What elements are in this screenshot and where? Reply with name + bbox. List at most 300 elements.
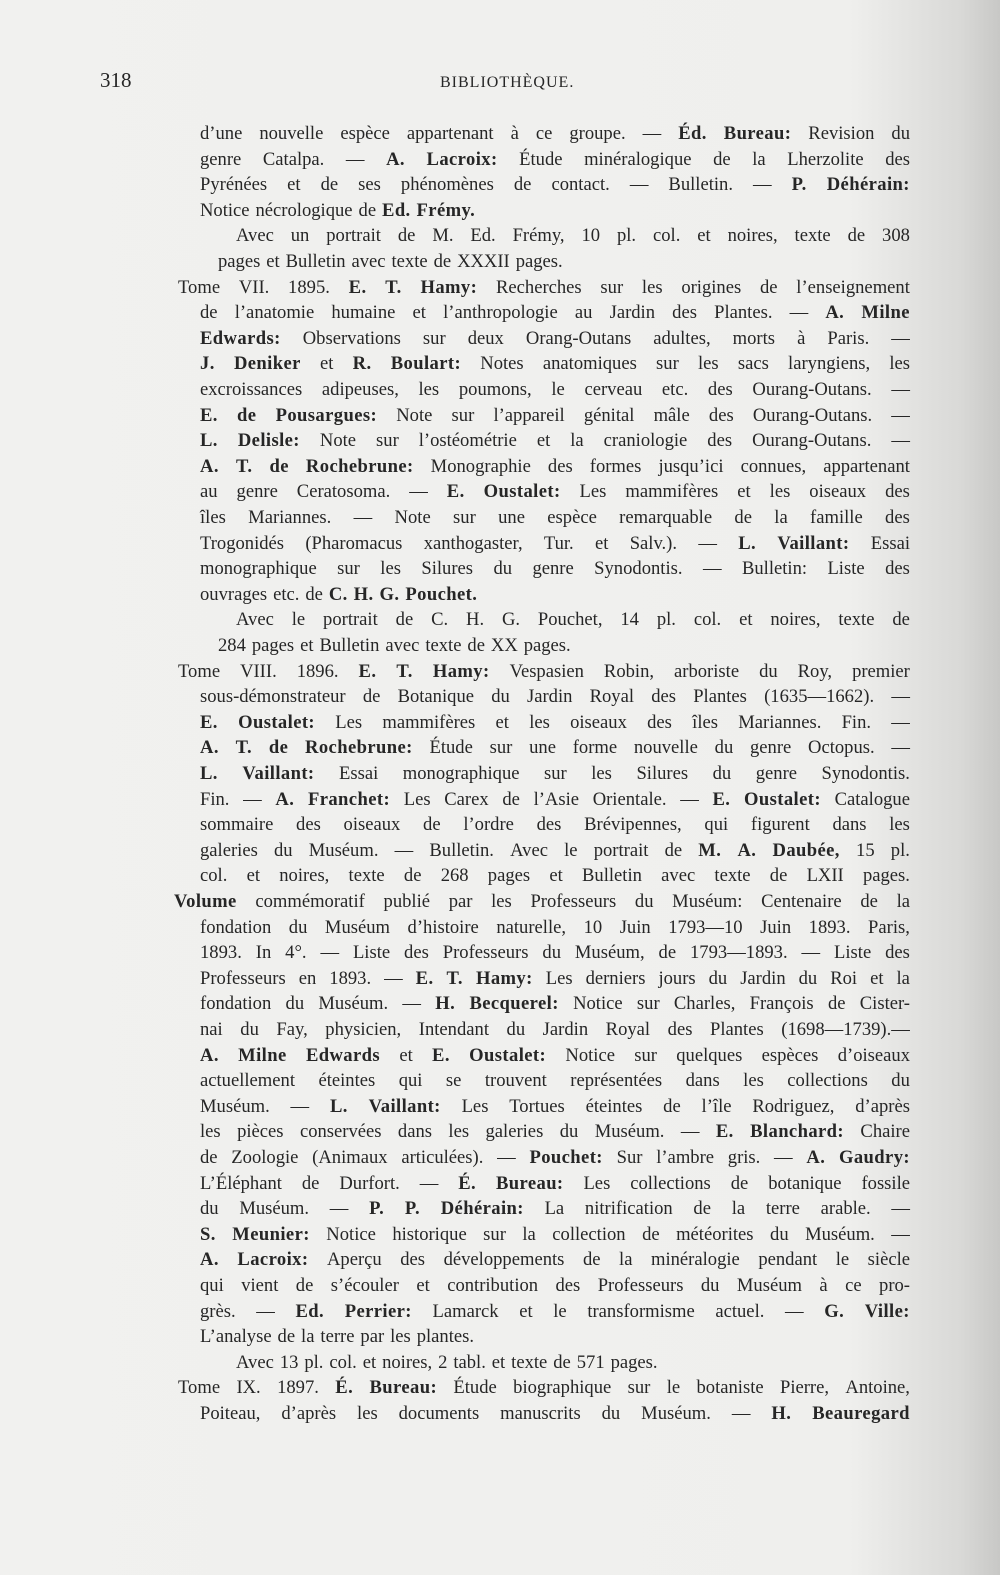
word: sous-démonstrateur <box>200 686 346 708</box>
word: des <box>404 942 429 964</box>
word: Brévipennes, <box>584 814 682 836</box>
author-name: G. <box>379 583 400 605</box>
word: Note <box>396 404 433 426</box>
word: à <box>510 123 519 144</box>
word: le <box>666 1377 681 1399</box>
word: — <box>702 558 722 580</box>
text-line <box>200 839 910 865</box>
author-name: Delisle: <box>237 430 300 452</box>
author-name: Oustalet: <box>743 788 821 810</box>
word: collections <box>630 1172 711 1194</box>
word: — <box>402 993 421 1015</box>
word: Muséum. <box>641 1403 711 1424</box>
word: Rodriguez, <box>752 1095 835 1117</box>
word: portrait <box>326 225 381 247</box>
word: VII. <box>238 276 270 298</box>
word: col. <box>200 865 228 887</box>
word: Note <box>319 430 357 452</box>
word: de <box>502 788 520 810</box>
word: noires, <box>727 225 778 247</box>
word: H. <box>466 609 485 631</box>
word: publié <box>383 891 430 912</box>
word: par <box>360 1326 385 1348</box>
word: 284 <box>218 635 246 656</box>
text-line <box>200 711 910 737</box>
word: phénomènes <box>400 174 494 196</box>
word: — <box>353 507 373 528</box>
word: et <box>594 532 609 554</box>
word: (1698—1739).— <box>781 1019 910 1040</box>
author-name: de <box>237 404 257 426</box>
word: Notice <box>573 993 623 1015</box>
word: — <box>345 148 365 170</box>
word: contribution <box>447 1275 539 1296</box>
word: portrait <box>593 839 649 861</box>
text-line <box>200 1018 910 1044</box>
word: arable. <box>820 1198 871 1220</box>
word: — <box>394 839 414 861</box>
word: monographique <box>200 558 317 580</box>
word: à <box>797 327 806 349</box>
word: de <box>713 148 731 170</box>
word: du <box>601 1403 621 1424</box>
word: sur <box>337 558 360 580</box>
word: Monographie <box>430 455 531 477</box>
word: Liste <box>834 942 872 964</box>
word: — <box>419 1172 439 1194</box>
word: des <box>536 814 562 836</box>
word: pendant <box>758 1249 818 1271</box>
word: naturelle, <box>496 916 567 938</box>
word: la <box>619 1249 633 1271</box>
text-line <box>200 1120 910 1146</box>
word: Cister- <box>859 993 910 1015</box>
word: Zoologie <box>231 1147 299 1168</box>
word: Synodontis. <box>821 763 910 784</box>
word: Silures <box>636 763 689 784</box>
word: Étude <box>519 148 563 170</box>
author-name: H. <box>771 1403 792 1424</box>
word: 15 <box>856 839 875 861</box>
word: Charles, <box>673 993 736 1015</box>
word: de <box>358 199 377 221</box>
word: génital <box>583 404 635 426</box>
word: Ed. <box>470 225 496 247</box>
word: du <box>634 891 654 912</box>
word: du <box>770 1223 789 1245</box>
word: Notice <box>326 1223 376 1245</box>
author-name: Edwards <box>305 1044 381 1066</box>
word: sur <box>600 276 624 298</box>
word: du <box>493 558 513 580</box>
text-line <box>178 1376 910 1402</box>
word: (1635—1662). <box>764 686 875 708</box>
text-line <box>200 1300 910 1326</box>
word: ouvrages <box>200 583 268 605</box>
author-name: Boulart: <box>390 353 462 375</box>
word: éteintes <box>318 1070 376 1092</box>
word: — <box>731 1403 751 1424</box>
word: des <box>885 507 910 528</box>
word: Avec <box>236 1351 274 1373</box>
word: conservées <box>299 1121 382 1143</box>
word: un <box>290 225 310 247</box>
word: de <box>664 839 683 861</box>
author-name: Pouchet: <box>529 1147 603 1168</box>
word: Les <box>335 711 363 733</box>
word: une <box>529 737 556 759</box>
word: Notes <box>480 353 524 375</box>
text-line <box>200 941 910 967</box>
word: texte <box>391 251 428 272</box>
word: connues, <box>740 455 807 477</box>
word: de <box>759 276 778 298</box>
word: Paris, <box>868 916 910 938</box>
word: se <box>445 1070 462 1092</box>
word: l’anthropologie <box>443 302 558 324</box>
text-line <box>200 378 910 404</box>
word: Muséum. <box>318 993 389 1015</box>
word: genre <box>532 558 574 580</box>
word: l’ordre <box>463 814 514 836</box>
word: appartenant <box>406 123 494 144</box>
word: pages. <box>523 635 571 656</box>
word: Vespasien <box>509 660 584 682</box>
author-name: Oustalet: <box>469 1044 547 1066</box>
word: noires, <box>382 1351 433 1373</box>
word: et <box>697 225 711 247</box>
word: M. <box>432 225 454 247</box>
word: manuscrits <box>500 1403 581 1424</box>
author-name: A. <box>200 455 219 477</box>
word: Jardin <box>609 302 656 324</box>
word: La <box>544 1198 565 1220</box>
word: sur <box>544 763 567 784</box>
author-name: L. <box>738 532 757 554</box>
word: les <box>769 481 791 503</box>
word: etc. <box>661 379 689 400</box>
text-line <box>200 404 910 430</box>
word: et <box>739 609 753 631</box>
word: ce <box>535 123 553 144</box>
word: l’ostéométrie <box>418 430 517 452</box>
word: des <box>885 148 910 170</box>
word: cerveau <box>584 379 643 400</box>
word: météorites <box>676 1223 754 1245</box>
word: la <box>896 891 910 912</box>
word: la <box>731 1198 746 1220</box>
word: Les <box>461 1095 489 1117</box>
word: 1896. <box>296 660 339 682</box>
word: Professeurs <box>442 942 529 964</box>
author-name: É. <box>458 1172 477 1194</box>
text-line <box>178 276 910 302</box>
word: représentées <box>570 1070 663 1092</box>
author-name: Rochebrune: <box>305 737 413 759</box>
word: les <box>357 1403 378 1424</box>
word: en <box>298 967 317 989</box>
text-line <box>218 250 910 276</box>
word: Pierre, <box>779 1377 830 1399</box>
word: Les <box>583 1172 611 1194</box>
word: des <box>707 379 733 400</box>
word: siècle <box>867 1249 910 1271</box>
word: texte <box>348 865 385 887</box>
word: Bulletin <box>582 865 642 887</box>
author-name: Pousargues: <box>275 404 378 426</box>
word: C. <box>431 609 449 631</box>
word: Professeurs <box>530 891 617 912</box>
word: Étude <box>429 737 473 759</box>
author-name: Déhérain: <box>440 1198 524 1220</box>
word: G. <box>501 609 521 631</box>
author-name: Franchet: <box>307 788 391 810</box>
word: du <box>714 737 734 759</box>
author-name: Hamy: <box>432 660 490 682</box>
text-line <box>200 455 910 481</box>
word: articulées). <box>401 1147 484 1168</box>
word: Muséum. <box>200 1095 270 1117</box>
word: transformisme <box>587 1300 695 1322</box>
word: pl. <box>616 225 637 247</box>
author-name: E. <box>432 1044 450 1066</box>
text-line <box>200 480 910 506</box>
word: d’oiseaux <box>837 1044 910 1066</box>
text-line <box>200 327 910 353</box>
word: — <box>891 327 910 349</box>
text-line <box>200 506 910 532</box>
word: — <box>243 788 262 810</box>
word: In <box>255 942 272 964</box>
word: qui <box>398 1070 423 1092</box>
word: craniologie <box>603 430 688 452</box>
word: genre <box>755 763 798 784</box>
word: Note <box>394 507 431 528</box>
word: avec <box>661 865 696 887</box>
word: — <box>629 174 649 196</box>
word: ce <box>845 1275 862 1296</box>
word: 1893. <box>329 967 372 989</box>
word: îles <box>692 711 718 733</box>
word: de <box>403 865 422 887</box>
word: du <box>891 1070 910 1092</box>
word: du <box>240 1019 259 1040</box>
word: pièces <box>237 1121 284 1143</box>
word: au <box>574 302 593 324</box>
word: Durfort. <box>339 1172 400 1194</box>
word: Pyrénées <box>200 174 268 196</box>
author-name: Deniker <box>233 353 301 375</box>
word: famille <box>810 507 863 528</box>
text-line <box>200 557 910 583</box>
word: minéralogie <box>650 1249 740 1271</box>
word: de <box>582 1249 601 1271</box>
word: des <box>555 1275 581 1296</box>
text-line <box>200 583 910 609</box>
word: Mariannes. <box>738 711 822 733</box>
word: humaine <box>331 302 396 324</box>
text-line <box>200 532 910 558</box>
word: de <box>553 1351 571 1373</box>
author-name: E. <box>712 788 731 810</box>
word: et <box>300 635 314 656</box>
word: de <box>423 814 441 836</box>
word: Essai <box>339 763 379 784</box>
word: et <box>495 711 509 733</box>
word: nécrologique <box>255 199 353 221</box>
word: Orang-Outans <box>525 327 632 349</box>
text-line <box>236 608 910 634</box>
word: forme <box>572 737 618 759</box>
word: — <box>642 123 662 144</box>
author-name: A. <box>806 1147 826 1168</box>
running-title: BIBLIOTHÈQUE. <box>440 74 575 91</box>
word: L’Éléphant <box>200 1172 282 1194</box>
word: etc. <box>273 583 300 605</box>
word: la <box>752 148 766 170</box>
word: premier <box>852 660 910 682</box>
word: Poiteau, <box>200 1403 261 1424</box>
word: Lamarck <box>432 1300 499 1322</box>
word: Plantes. <box>714 302 773 324</box>
word: le <box>551 379 565 400</box>
word: — <box>891 686 910 708</box>
word: du <box>285 993 305 1015</box>
author-name: A. <box>386 148 405 170</box>
word: sur <box>376 430 399 452</box>
author-name: G. <box>824 1300 845 1322</box>
word: 268 <box>440 865 469 887</box>
word: Professeurs <box>597 1275 684 1296</box>
word: Muséum <box>324 916 390 938</box>
word: XX <box>490 635 518 656</box>
word: poumons, <box>458 379 532 400</box>
word: Octopus. <box>808 737 875 759</box>
word: 10 <box>581 225 601 247</box>
author-name: T. <box>235 455 253 477</box>
word: les <box>641 276 663 298</box>
text-line <box>174 890 910 916</box>
word: fondation <box>200 993 272 1015</box>
word: LXII <box>806 865 844 887</box>
word: sommaire <box>200 814 274 836</box>
word: Recherches <box>495 276 582 298</box>
word: nitrification <box>584 1198 673 1220</box>
word: des <box>547 455 573 477</box>
word: les <box>390 1326 411 1348</box>
word: texte <box>425 635 462 656</box>
author-name: Becquerel: <box>469 993 559 1015</box>
word: ses <box>358 174 381 196</box>
word: galeries <box>485 1121 544 1143</box>
word: botaniste <box>696 1377 764 1399</box>
word: Professeurs <box>200 967 286 989</box>
word: Mariannes. <box>248 507 332 528</box>
word: l’enseignement <box>796 276 910 298</box>
word: Muséum <box>736 1275 802 1296</box>
word: origines <box>681 276 742 298</box>
word: texte <box>794 225 831 247</box>
word: texte <box>511 1351 548 1373</box>
word: galeries <box>200 839 258 861</box>
word: documents <box>398 1403 480 1424</box>
word: Tur. <box>543 532 574 554</box>
word: actuellement <box>200 1070 295 1092</box>
text-line <box>200 762 910 788</box>
word: avec <box>351 251 386 272</box>
word: le <box>553 1300 567 1322</box>
word: sur <box>451 404 475 426</box>
author-name: P. <box>404 1198 421 1220</box>
word: Bulletin. <box>668 174 733 196</box>
word: Centenaire <box>761 891 842 912</box>
word: une <box>498 507 525 528</box>
text-line <box>200 1274 910 1300</box>
word: sur <box>489 737 513 759</box>
word: du <box>288 916 308 938</box>
word: de <box>513 174 532 196</box>
word: Muséum: <box>672 891 743 912</box>
word: Bulletin <box>285 251 346 272</box>
word: anatomiques <box>542 353 637 375</box>
word: Sur <box>616 1147 643 1168</box>
word: Ceratosoma. <box>296 481 391 503</box>
word: — <box>680 788 699 810</box>
word: Salv.). <box>629 532 678 554</box>
word: et <box>870 967 884 989</box>
word: les <box>743 1070 764 1092</box>
author-name: Rochebrune: <box>305 455 414 477</box>
word: espèces <box>761 1044 819 1066</box>
author-name: L. <box>329 1095 348 1117</box>
word: Avec <box>236 609 274 631</box>
word: Lherzolite <box>787 148 864 170</box>
word: terre <box>765 1198 800 1220</box>
word: de <box>847 225 866 247</box>
word: Avec <box>236 225 274 247</box>
word: sur <box>656 353 679 375</box>
author-name: É. <box>335 1377 354 1399</box>
word: — <box>891 379 910 400</box>
word: Bulletin: <box>741 558 808 580</box>
word: Fin. <box>200 788 230 810</box>
word: biographique <box>513 1377 612 1399</box>
word: le <box>291 609 306 631</box>
author-name: S. <box>200 1223 216 1245</box>
word: col. <box>329 1351 357 1373</box>
word: espèce <box>340 123 390 144</box>
author-name: Frémy. <box>416 199 476 221</box>
word: Paris. <box>827 327 870 349</box>
word: du <box>712 763 732 784</box>
word: Juin <box>619 916 651 938</box>
word: nouvelle <box>259 123 324 144</box>
author-name: M. <box>698 839 722 861</box>
word: remarquable <box>619 507 713 528</box>
word: adultes, <box>653 327 711 349</box>
word: mâle <box>653 404 690 426</box>
word: Bulletin. <box>429 839 494 861</box>
author-name: Perrier: <box>344 1300 412 1322</box>
word: Muséum. <box>805 1223 875 1245</box>
author-name: Éd. <box>678 123 707 144</box>
word: fossile <box>861 1172 910 1194</box>
word: texte <box>838 609 875 631</box>
word: Tome <box>178 1377 221 1399</box>
word: et <box>491 1351 506 1373</box>
word: du <box>542 942 561 964</box>
word: la <box>896 967 910 989</box>
